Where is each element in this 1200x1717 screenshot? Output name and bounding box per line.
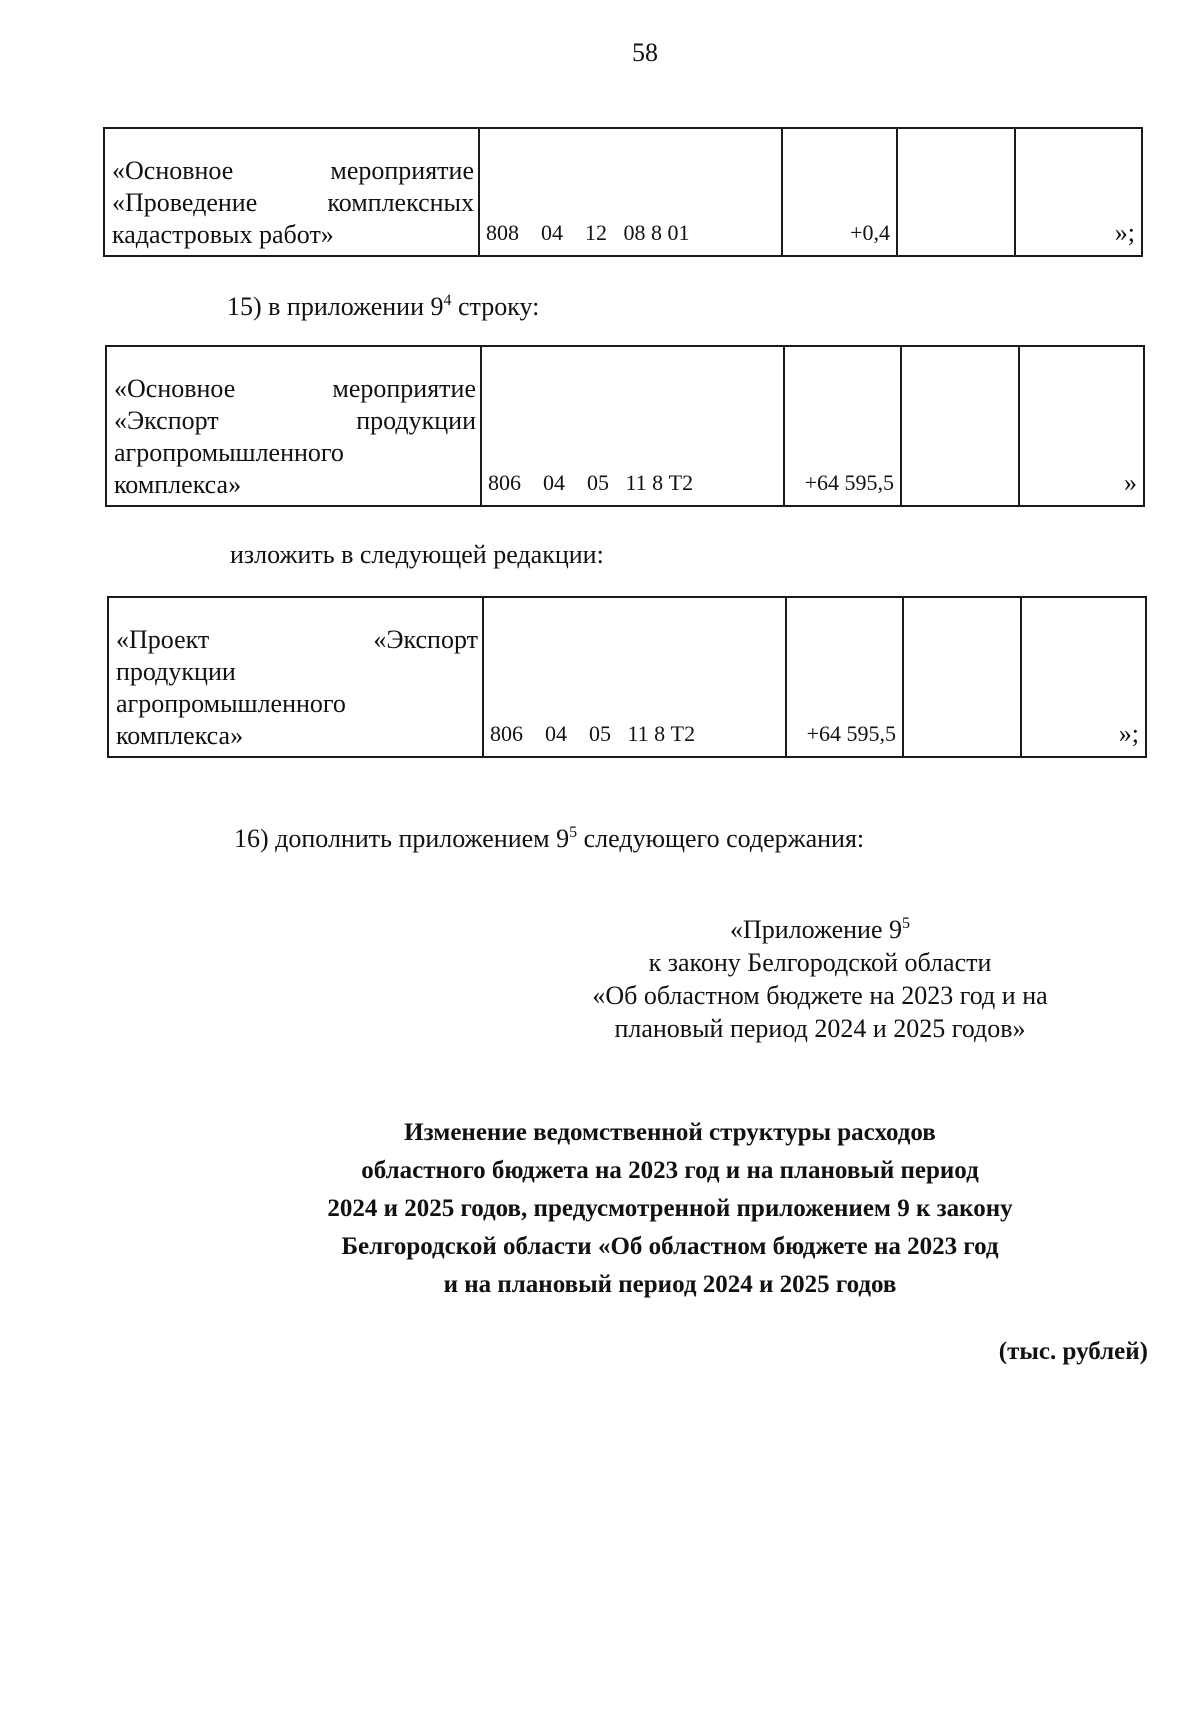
document-title — [230, 1114, 1110, 1304]
row-name-line: «Основное мероприятие — [114, 374, 476, 403]
closing-quote-cell: »; — [1015, 128, 1142, 256]
units-label: (тыс. рублей) — [998, 1338, 1148, 1365]
paragraph-16-text-after: следующего содержания: — [577, 824, 865, 853]
classification-codes: 806 04 05 11 8 Т2 — [483, 597, 786, 757]
closing-quote-cell: »; — [1021, 597, 1146, 757]
row-name-line: комплекса» — [116, 721, 244, 750]
empty-cell — [901, 346, 1019, 506]
row-name-cell — [108, 597, 483, 757]
title-line: областного бюджета на 2023 год и на плановый период — [361, 1157, 979, 1184]
row-name-line: агропромышленного — [116, 689, 346, 718]
appendix-header — [560, 913, 1080, 1045]
budget-row-export-new — [107, 596, 1147, 758]
row-name-line: «Проект «Экспорт — [116, 625, 478, 654]
paragraph-16-text: 16) дополнить приложением 9 — [234, 824, 570, 853]
amount-cell: +64 595,5 — [786, 597, 903, 757]
empty-cell — [897, 128, 1015, 256]
appendix-superscript: 5 — [902, 915, 911, 932]
row-name-cell — [104, 128, 479, 256]
paragraph-16-superscript: 5 — [569, 824, 578, 841]
row-name-line: «Основное мероприятие — [112, 156, 474, 185]
row-name-line: «Экспорт продукции — [114, 406, 476, 435]
paragraph-16 — [234, 823, 864, 855]
row-name-line: комплекса» — [114, 470, 242, 499]
row-name-line: продукции — [116, 657, 236, 686]
budget-row-cadastral — [103, 127, 1143, 257]
amount-cell: +0,4 — [782, 128, 897, 256]
row-name-line: «Проведение комплексных — [112, 188, 474, 217]
appendix-line — [560, 913, 1080, 946]
title-line: 2024 и 2025 годов, предусмотренной приложением 9 к закону — [327, 1195, 1013, 1222]
row-name-cell — [106, 346, 481, 506]
title-line: и на плановый период 2024 и 2025 годов — [443, 1271, 897, 1298]
paragraph-15-text-after: строку: — [451, 292, 540, 321]
appendix-line: к закону Белгородской области — [648, 948, 992, 977]
empty-cell — [903, 597, 1021, 757]
closing-quote-cell: » — [1019, 346, 1144, 506]
paragraph-15 — [227, 291, 539, 323]
amount-cell: +64 595,5 — [784, 346, 901, 506]
appendix-line: «Об областном бюджете на 2023 год и на — [592, 981, 1048, 1010]
classification-codes: 806 04 05 11 8 Т2 — [481, 346, 784, 506]
title-line: Изменение ведомственной структуры расходов — [404, 1119, 936, 1146]
row-name-line: кадастровых работ» — [112, 220, 334, 249]
title-line: Белгородской области «Об областном бюджете на 2023 год — [341, 1233, 999, 1260]
paragraph-15-superscript: 4 — [443, 292, 452, 309]
row-name-line: агропромышленного — [114, 438, 344, 467]
budget-row-export-old — [105, 345, 1145, 507]
appendix-line: плановый период 2024 и 2025 годов» — [614, 1014, 1026, 1043]
page-number: 58 — [632, 38, 658, 67]
paragraph-15-text: 15) в приложении 9 — [227, 292, 444, 321]
paragraph-edit: изложить в следующей редакции: — [230, 540, 604, 569]
appendix-title: «Приложение 9 — [729, 915, 903, 944]
classification-codes: 808 04 12 08 8 01 — [479, 128, 782, 256]
